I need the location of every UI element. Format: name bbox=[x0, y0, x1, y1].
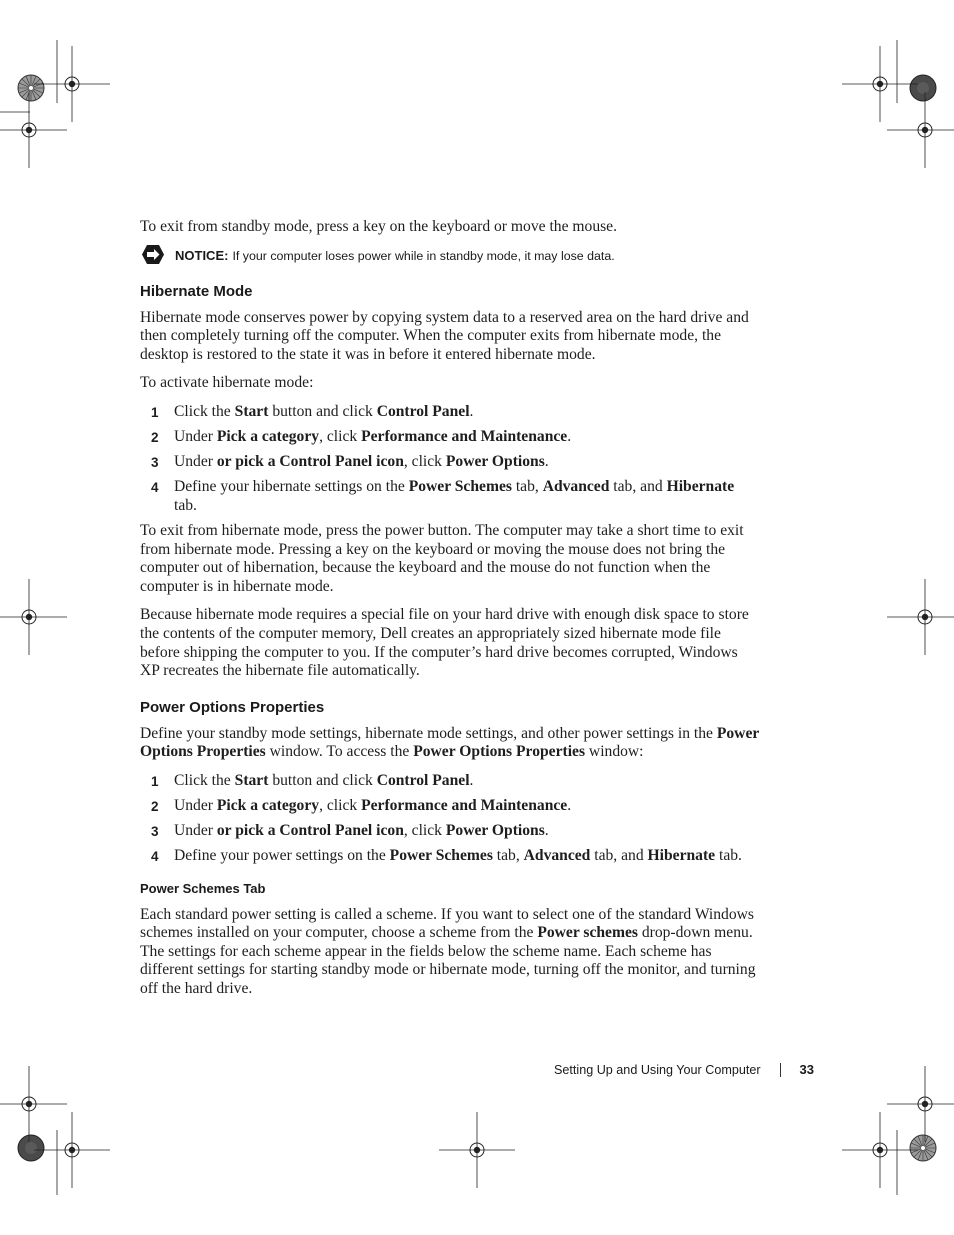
hibernate-heading: Hibernate Mode bbox=[140, 282, 253, 300]
hibernate-paragraph-2: To activate hibernate mode: bbox=[140, 374, 314, 392]
step-text: . bbox=[544, 452, 549, 470]
hibernate-paragraph-4: Because hibernate mode requires a special file on your hard drive with enough disk space to store the contents of the computer memory, Dell creates an appropriately sized hibernate mode file before shipping the computer to you. If the computer’s hard drive becomes corrupted, Windows XP recreates the hibernate file automatically. bbox=[140, 606, 749, 680]
power-options-heading: Power Options Properties bbox=[140, 698, 325, 716]
step-text: Under bbox=[174, 452, 217, 470]
step-text: tab, bbox=[511, 477, 543, 495]
step-text: . bbox=[469, 402, 474, 420]
step-number: 4 bbox=[151, 849, 159, 864]
footer-section-title: Setting Up and Using Your Computer bbox=[554, 1062, 761, 1077]
list-item bbox=[140, 847, 760, 866]
para-bold: Power schemes bbox=[537, 924, 638, 942]
step-bold: Advanced bbox=[523, 847, 591, 864]
step-bold: Power Schemes bbox=[408, 477, 512, 495]
para-bold: Power Options Properties bbox=[140, 724, 760, 761]
footer-divider bbox=[780, 1063, 781, 1077]
step-text: button and click bbox=[268, 402, 377, 420]
hibernate-steps bbox=[140, 403, 760, 515]
para-text: window. To access the bbox=[265, 743, 414, 761]
list-item bbox=[140, 478, 760, 515]
para-text: window: bbox=[585, 743, 644, 761]
para-text: drop-down menu. The settings for each scheme appear in the fields below the scheme name. Each scheme has different settings for starting standby mode or hibernate mode, turning off the monitor, and turning off the hard drive. bbox=[140, 924, 756, 997]
step-number: 3 bbox=[151, 824, 159, 840]
step-text: Under bbox=[174, 427, 217, 445]
step-number: 1 bbox=[151, 774, 159, 790]
step-bold: Pick a category bbox=[216, 427, 320, 445]
step-text: , click bbox=[403, 452, 446, 470]
step-text: . bbox=[567, 797, 572, 815]
step-text: tab, bbox=[492, 847, 524, 864]
step-bold: Start bbox=[234, 402, 269, 420]
page-content bbox=[140, 218, 760, 1009]
step-bold: Pick a category bbox=[216, 797, 320, 815]
power-options-paragraph bbox=[140, 725, 760, 762]
step-bold: Control Panel bbox=[376, 772, 470, 790]
para-bold: Power Options Properties bbox=[413, 743, 586, 761]
step-text: tab, and bbox=[609, 477, 667, 495]
step-text: . bbox=[469, 772, 474, 790]
step-number: 4 bbox=[151, 479, 159, 495]
step-text: Click the bbox=[174, 402, 235, 420]
power-options-steps bbox=[140, 772, 760, 866]
step-bold: Performance and Maintenance bbox=[361, 427, 568, 445]
notice-box bbox=[140, 247, 760, 265]
step-text: Under bbox=[174, 797, 217, 815]
step-bold: Power Options bbox=[445, 452, 545, 470]
step-bold: Power Schemes bbox=[389, 847, 493, 864]
step-bold: Power Options bbox=[445, 822, 545, 840]
step-number: 3 bbox=[151, 454, 159, 470]
step-bold: or pick a Control Panel icon bbox=[216, 452, 404, 470]
list-item bbox=[140, 772, 760, 791]
step-bold: Performance and Maintenance bbox=[361, 797, 568, 815]
page-number: 33 bbox=[799, 1062, 814, 1077]
step-text: tab, and bbox=[590, 847, 648, 864]
step-text: Define your hibernate settings on the bbox=[174, 477, 409, 495]
step-text: , click bbox=[319, 797, 362, 815]
step-text: . bbox=[567, 427, 572, 445]
step-bold: Hibernate bbox=[666, 477, 735, 495]
step-text: tab. bbox=[174, 496, 197, 514]
notice-text: If your computer loses power while in standby mode, it may lose data. bbox=[232, 248, 615, 263]
para-text: Define your standby mode settings, hibernate mode settings, and other power settings in the bbox=[140, 724, 717, 742]
page-footer bbox=[554, 1062, 814, 1077]
power-schemes-tab-heading: Power Schemes Tab bbox=[140, 880, 266, 896]
step-text: . bbox=[544, 822, 549, 840]
list-item bbox=[140, 797, 760, 816]
step-text: Click the bbox=[174, 772, 235, 790]
step-number: 2 bbox=[151, 799, 159, 815]
notice-arrow-icon bbox=[141, 244, 165, 265]
notice-label: NOTICE: bbox=[175, 247, 229, 263]
step-text: , click bbox=[319, 427, 362, 445]
step-bold: Advanced bbox=[542, 477, 610, 495]
step-text: Define your power settings on the bbox=[174, 847, 390, 864]
list-item bbox=[140, 428, 760, 447]
hibernate-paragraph-1: Hibernate mode conserves power by copying system data to a reserved area on the hard drive and then completely turning off the computer. When the computer exits from hibernate mode, the desktop is restored to the state it was in before it entered hibernate mode. bbox=[140, 308, 749, 363]
list-item bbox=[140, 453, 760, 472]
list-item bbox=[140, 822, 760, 841]
step-text: Under bbox=[174, 822, 217, 840]
step-text: button and click bbox=[268, 772, 377, 790]
step-bold: or pick a Control Panel icon bbox=[216, 822, 404, 840]
intro-paragraph: To exit from standby mode, press a key on the keyboard or move the mouse. bbox=[140, 218, 618, 235]
step-bold: Control Panel bbox=[376, 402, 470, 420]
list-item bbox=[140, 403, 760, 422]
step-text: , click bbox=[403, 822, 446, 840]
step-bold: Hibernate bbox=[647, 847, 716, 864]
step-bold: Start bbox=[234, 772, 269, 790]
power-schemes-paragraph bbox=[140, 906, 760, 999]
step-number: 1 bbox=[151, 404, 159, 420]
hibernate-paragraph-3: To exit from hibernate mode, press the power button. The computer may take a short time to exit from hibernate mode. Pressing a key on the keyboard or moving the mouse does not bring the computer out of hibernation, because the keyboard and the mouse do not function when the computer is in hibernate mode. bbox=[140, 522, 744, 595]
para-text: Each standard power setting is called a scheme. If you want to select one of the standard Windows schemes installed on your computer, choose a scheme from the bbox=[140, 905, 754, 942]
step-text: tab. bbox=[715, 847, 742, 864]
step-number: 2 bbox=[151, 429, 159, 445]
